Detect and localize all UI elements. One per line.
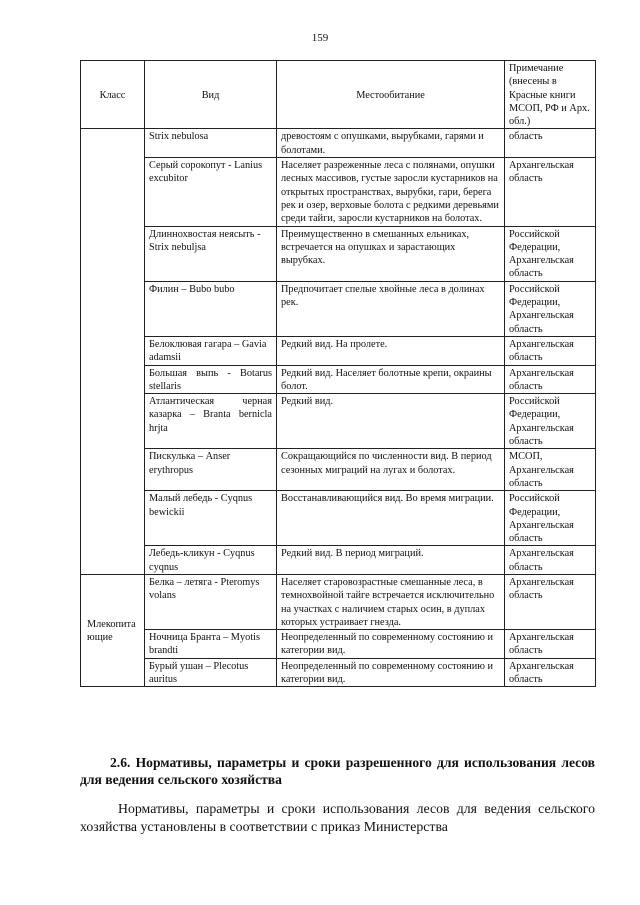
species-cell: Атлантическая черная казарка – Branta bernicla hrjta: [145, 394, 277, 449]
header-note: Примечание (внесены в Красные книги МСОП, РФ и Арх. обл.): [505, 61, 596, 129]
habitat-cell: древостоям с опушками, вырубками, гарями и болотами.: [277, 129, 505, 158]
species-cell: Пискулька – Anser erythropus: [145, 449, 277, 491]
section-heading: 2.6. Нормативы, параметры и сроки разрешенного для использования лесов для ведения сельского хозяйства: [80, 755, 595, 787]
table-row: [81, 546, 596, 575]
table-row: [81, 336, 596, 365]
habitat-cell: Неопределенный по современному состоянию и категории вид.: [277, 630, 505, 659]
table-row: [81, 491, 596, 546]
note-cell: Архангельская область: [505, 336, 596, 365]
habitat-cell: Редкий вид.: [277, 394, 505, 449]
page-number: 159: [311, 32, 329, 44]
note-cell: Архангельская область: [505, 574, 596, 629]
table-row: [81, 658, 596, 687]
class-cell-mammals: Млекопита ющие: [81, 574, 145, 686]
species-cell: Малый лебедь - Cyqnus bewickii: [145, 491, 277, 546]
habitat-cell: Восстанавливающийся вид. Во время миграции.: [277, 491, 505, 546]
body-paragraph: Нормативы, параметры и сроки использования лесов для ведения сельского хозяйства установлены в соответствии с приказ Министерства: [80, 801, 595, 834]
species-table: [80, 60, 596, 687]
note-cell: Архангельская область: [505, 546, 596, 575]
header-class: Класс: [81, 61, 145, 129]
table-row: [81, 574, 596, 629]
habitat-cell: Населяет разреженные леса с полянами, опушки лесных массивов, густые заросли кустарников на открытых пространствах, вырубки, гари, берега рек и озер, верховые болота с редкими деревьями среди тайги, заросли кустарников на болотах.: [277, 158, 505, 226]
table-row: [81, 630, 596, 659]
table-row: [81, 281, 596, 336]
habitat-cell: Населяет старовозрастные смешанные леса, в темнохвойной тайге встречается исключительно на участках с наличием старых осин, в дуплах которых устраивает гнезда.: [277, 574, 505, 629]
species-cell: Большая выпь - Botarus stellaris: [145, 365, 277, 394]
table-row: [81, 158, 596, 226]
species-cell: Филин – Bubo bubo: [145, 281, 277, 336]
header-habitat: Местообитание: [277, 61, 505, 129]
note-cell: Архангельская область: [505, 658, 596, 687]
habitat-cell: Сокращающийся по численности вид. В период сезонных миграций на лугах и болотах.: [277, 449, 505, 491]
species-cell: Белка – летяга - Pteromys volans: [145, 574, 277, 629]
class-cell-birds: [81, 129, 145, 575]
table-row: [81, 226, 596, 281]
table-row: [81, 449, 596, 491]
habitat-cell: Редкий вид. В период миграций.: [277, 546, 505, 575]
note-cell: Российской Федерации, Архангельская область: [505, 281, 596, 336]
note-cell: область: [505, 129, 596, 158]
habitat-cell: Предпочитает спелые хвойные леса в долинах рек.: [277, 281, 505, 336]
table-row: [81, 365, 596, 394]
note-cell: Архангельская область: [505, 630, 596, 659]
habitat-cell: Неопределенный по современному состоянию и категории вид.: [277, 658, 505, 687]
habitat-cell: Редкий вид. Населяет болотные крепи, окраины болот.: [277, 365, 505, 394]
species-cell: Ночница Бранта – Myotis brandti: [145, 630, 277, 659]
header-species: Вид: [145, 61, 277, 129]
note-cell: Российской Федерации, Архангельская область: [505, 226, 596, 281]
habitat-cell: Преимущественно в смешанных ельниках, встречается на опушках и зарастающих вырубках.: [277, 226, 505, 281]
note-cell: Архангельская область: [505, 365, 596, 394]
note-cell: Архангельская область: [505, 158, 596, 226]
species-cell: Strix nebulosa: [145, 129, 277, 158]
table-header-row: [81, 61, 596, 129]
species-cell: Лебедь-кликун - Cyqnus cyqnus: [145, 546, 277, 575]
note-cell: Российской Федерации, Архангельская область: [505, 491, 596, 546]
note-cell: Российской Федерации, Архангельская область: [505, 394, 596, 449]
table-row: [81, 394, 596, 449]
species-cell: Серый сорокопут - Lanius excubitor: [145, 158, 277, 226]
species-cell: Белоклювая гагара – Gavia adamsii: [145, 336, 277, 365]
species-cell: Бурый ушан – Plecotus auritus: [145, 658, 277, 687]
note-cell: МСОП, Архангельская область: [505, 449, 596, 491]
habitat-cell: Редкий вид. На пролете.: [277, 336, 505, 365]
table-row: [81, 129, 596, 158]
species-cell: Длиннохвостая неясыть - Strix nebuljsa: [145, 226, 277, 281]
